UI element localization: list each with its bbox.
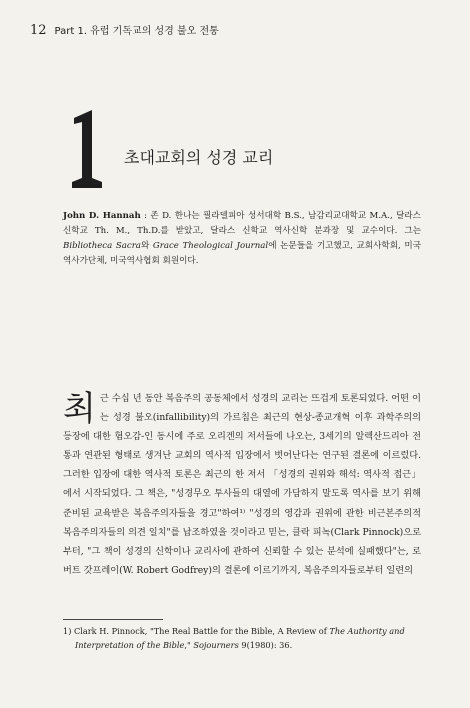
footnote [63,624,421,652]
running-head-section: Part 1. 유럽 기독교의 성경 불오 전통 [54,26,219,37]
footnote-book-title-1: The Authority and [329,626,405,636]
footnote-suffix: 9(1980): 36. [238,640,293,650]
journal-bibliotheca-sacra: Bibliotheca Sacra [63,241,141,251]
footnote-middle: ," [184,640,194,650]
author-bio [63,209,421,269]
author-name: John D. Hannah [63,211,141,221]
body-paragraph-text: 근 수십 년 동안 복음주의 공동체에서 성경의 교리는 뜨겁게 토론되었다. 어떤 이는 성경 불오(infallibility)의 가르침은 최근의 현상-종교개혁 이후 과학주의의 등장에 대한 혐오감-인 동시에 주로 오리겐의 저서들에 나오는, 3세기의 알렉산드리아 전통과 연관된 형태로 생겨난 교회의 역사적 입장에서 벗어난다는 연구된 결론에 이르렀다. 그러한 입장에 대한 역사적 토론은 최근의 한 저서 「성경의 권위와 해석: 역사적 접근」에서 시작되었다. 그 책은, "성경무오 투사들의 대열에 가담하지 말도록 역사를 보기 위해 준비된 교육받은 복음주의자들을 경고"하여¹⁾ "성경의 영감과 권위에 관한 비근본주의적 복음주의자들의 의견 일치"를 납조하였을 것이라고 믿는, 클락 피녹(Clark Pinnock)으로부터, "그 책이 성경의 신학이나 교리사에 관하여 신뢰할 수 있는 분석에 실패했다"는, 로버트 갓프레이(W. Robert Godfrey)의 결론에 이르기까지, 복음주의자들로부터 일련의 [63,393,421,576]
author-bio-text-2: 와 [140,241,153,251]
page-number: 12 [30,23,47,38]
chapter-number-graphic [68,108,108,190]
footnote-prefix: 1) Clark H. Pinnock, "The Real Battle for the Bible, A Review of [63,626,330,636]
chapter-number-shape [72,110,102,188]
chapter-title: 초대교회의 성경 교리 [124,148,274,167]
body-paragraph [63,389,421,580]
footnote-journal: Sojourners [193,640,239,650]
footnote-divider [63,619,163,620]
footnote-book-title-2: Interpretation of the Bible [75,640,185,650]
author-bio-text-3: 에 논문들을 기고했고, 교회사학회, 미국 역사가단체, 미국역사협회 회원이다. [63,241,421,266]
drop-cap: 최 [63,389,96,429]
author-bio-text-1: : 존 D. 한나는 필라델피아 성서대학 B.S., 남감리교대학교 M.A., 달라스신학교 Th. M., Th.D.를 받았고, 달라스 신학교 역사신학 분과장 및 교수이다. 그는 [63,211,421,236]
running-head [30,22,219,38]
journal-grace-theological: Grace Theological Journal [152,241,269,251]
